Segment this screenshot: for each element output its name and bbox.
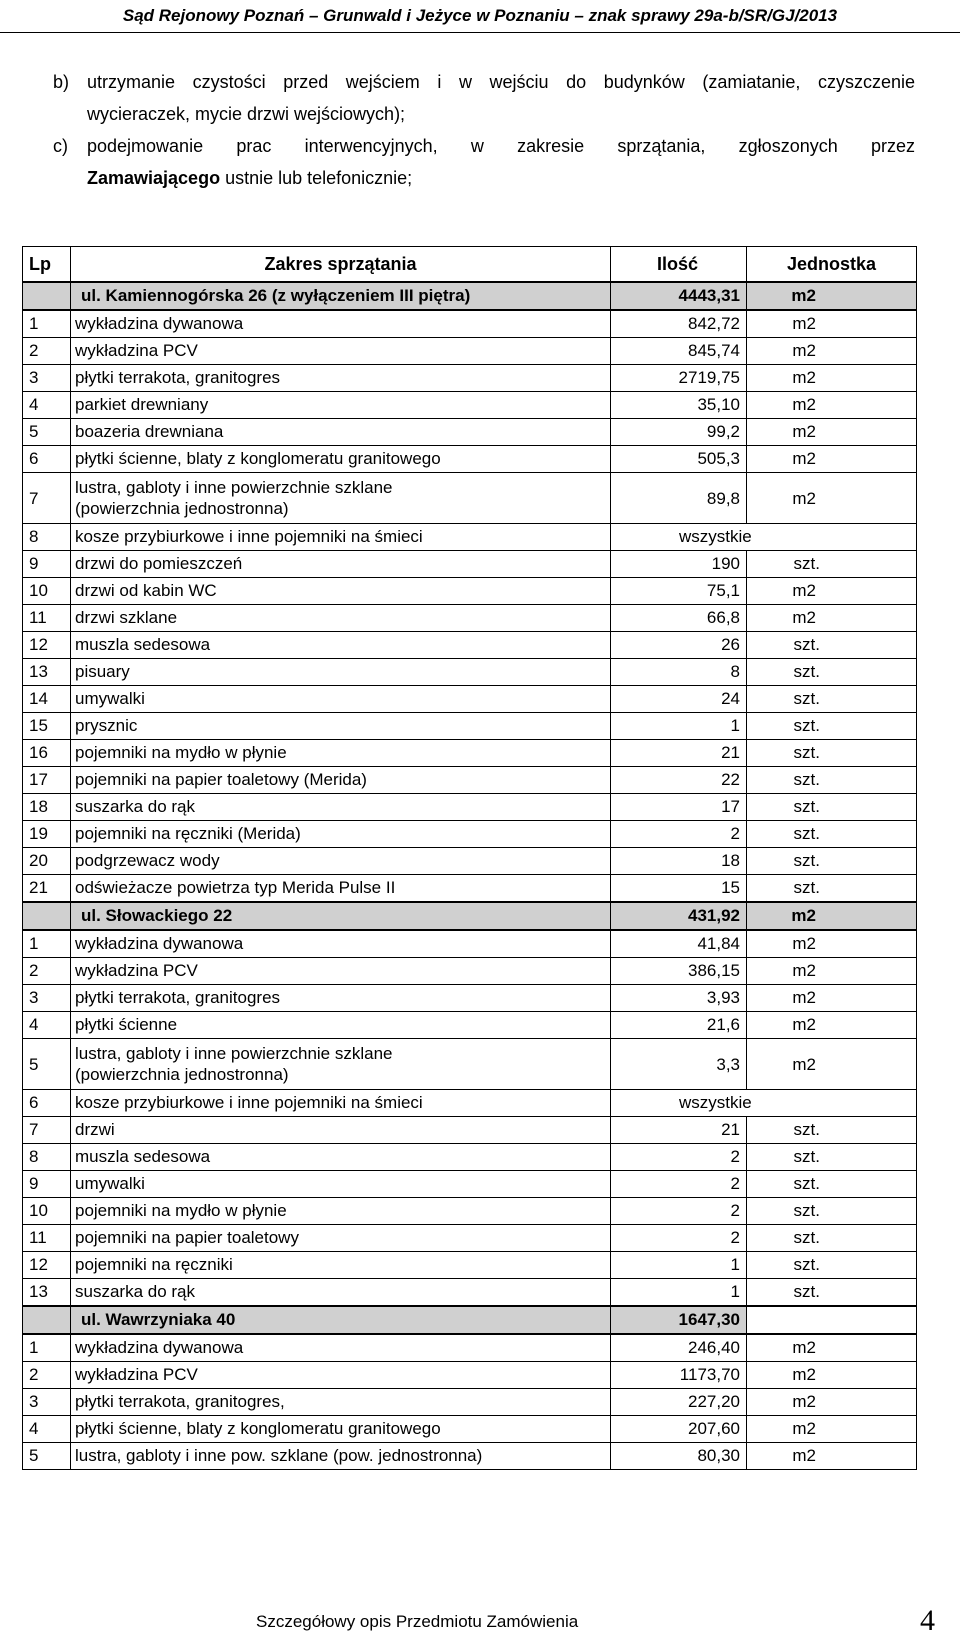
row-name: płytki terrakota, granitogres, bbox=[71, 1389, 611, 1416]
row-unit: m2 bbox=[747, 419, 917, 446]
row-lp: 4 bbox=[23, 1012, 71, 1039]
header-qty: Ilość bbox=[611, 247, 747, 283]
row-lp: 14 bbox=[23, 686, 71, 713]
row-unit: szt. bbox=[747, 551, 917, 578]
row-unit: m2 bbox=[747, 1039, 917, 1090]
row-unit: szt. bbox=[747, 821, 917, 848]
intro-line: Zamawiającego ustnie lub telefonicznie; bbox=[87, 168, 413, 188]
row-name: wykładzina PCV bbox=[71, 1362, 611, 1389]
section-unit: m2 bbox=[747, 902, 917, 930]
table-row bbox=[23, 821, 917, 848]
row-name-line: lustra, gabloty i inne powierzchnie szklane bbox=[75, 478, 393, 497]
row-qty: 2 bbox=[611, 821, 747, 848]
row-name: suszarka do rąk bbox=[71, 1279, 611, 1307]
intro-item bbox=[53, 66, 915, 130]
row-lp: 6 bbox=[23, 446, 71, 473]
row-lp: 17 bbox=[23, 767, 71, 794]
table-row bbox=[23, 1144, 917, 1171]
row-qty: 1 bbox=[611, 1252, 747, 1279]
row-name: wykładzina PCV bbox=[71, 338, 611, 365]
row-lp: 7 bbox=[23, 1117, 71, 1144]
row-qty: 386,15 bbox=[611, 958, 747, 985]
row-name: wykładzina dywanowa bbox=[71, 1334, 611, 1362]
intro-line: podejmowanie prac interwencyjnych, w zakresie sprzątania, zgłoszonych przez bbox=[87, 136, 915, 156]
section-unit bbox=[747, 1306, 917, 1334]
intro-item bbox=[53, 130, 915, 194]
row-qty: 35,10 bbox=[611, 392, 747, 419]
row-name-line: lustra, gabloty i inne powierzchnie szklane bbox=[75, 1044, 393, 1063]
row-unit: szt. bbox=[747, 1117, 917, 1144]
table-row bbox=[23, 1012, 917, 1039]
row-lp: 1 bbox=[23, 310, 71, 338]
row-unit: szt. bbox=[747, 632, 917, 659]
row-lp: 2 bbox=[23, 958, 71, 985]
row-name: pojemniki na mydło w płynie bbox=[71, 740, 611, 767]
table-row bbox=[23, 446, 917, 473]
table-row bbox=[23, 605, 917, 632]
row-lp: 13 bbox=[23, 1279, 71, 1307]
row-name-line: (powierzchnia jednostronna) bbox=[75, 1065, 289, 1084]
row-lp: 5 bbox=[23, 419, 71, 446]
table-row bbox=[23, 338, 917, 365]
row-unit: szt. bbox=[747, 1198, 917, 1225]
section-lp bbox=[23, 902, 71, 930]
row-name: płytki ścienne, blaty z konglomeratu granitowego bbox=[71, 1416, 611, 1443]
row-qty: 99,2 bbox=[611, 419, 747, 446]
row-qty: 41,84 bbox=[611, 930, 747, 958]
row-name: lustra, gabloty i inne pow. szklane (pow. jednostronna) bbox=[71, 1443, 611, 1470]
table-row bbox=[23, 1279, 917, 1307]
row-lp: 3 bbox=[23, 1389, 71, 1416]
row-name: suszarka do rąk bbox=[71, 794, 611, 821]
table-row bbox=[23, 985, 917, 1012]
section-row bbox=[23, 1306, 917, 1334]
row-qty: 22 bbox=[611, 767, 747, 794]
row-name: pojemniki na ręczniki (Merida) bbox=[71, 821, 611, 848]
row-qty: 2 bbox=[611, 1144, 747, 1171]
row-unit: m2 bbox=[747, 1443, 917, 1470]
row-qty: 505,3 bbox=[611, 446, 747, 473]
table-row bbox=[23, 365, 917, 392]
row-qty: 842,72 bbox=[611, 310, 747, 338]
row-qty: 2 bbox=[611, 1198, 747, 1225]
row-lp: 16 bbox=[23, 740, 71, 767]
row-unit: m2 bbox=[747, 446, 917, 473]
row-lp: 19 bbox=[23, 821, 71, 848]
row-qty: 3,3 bbox=[611, 1039, 747, 1090]
table-row bbox=[23, 1252, 917, 1279]
intro-emphasis: Zamawiającego bbox=[87, 168, 221, 188]
row-unit: szt. bbox=[747, 1225, 917, 1252]
row-name: odświeżacze powietrza typ Merida Pulse II bbox=[71, 875, 611, 903]
row-lp: 21 bbox=[23, 875, 71, 903]
row-lp: 4 bbox=[23, 1416, 71, 1443]
table-row bbox=[23, 392, 917, 419]
section-unit: m2 bbox=[747, 282, 917, 310]
row-name: umywalki bbox=[71, 1171, 611, 1198]
row-name: pisuary bbox=[71, 659, 611, 686]
table-row bbox=[23, 551, 917, 578]
row-name: drzwi bbox=[71, 1117, 611, 1144]
row-qty: 207,60 bbox=[611, 1416, 747, 1443]
row-unit: m2 bbox=[747, 338, 917, 365]
table-row bbox=[23, 875, 917, 903]
row-lp: 9 bbox=[23, 1171, 71, 1198]
row-qty: 2719,75 bbox=[611, 365, 747, 392]
table-body bbox=[23, 282, 917, 1470]
row-lp: 3 bbox=[23, 985, 71, 1012]
row-lp: 18 bbox=[23, 794, 71, 821]
row-name: płytki terrakota, granitogres bbox=[71, 365, 611, 392]
table-row bbox=[23, 848, 917, 875]
row-qty: 227,20 bbox=[611, 1389, 747, 1416]
table-row bbox=[23, 419, 917, 446]
row-lp: 2 bbox=[23, 338, 71, 365]
table-row bbox=[23, 1362, 917, 1389]
row-qty: 21 bbox=[611, 1117, 747, 1144]
row-lp: 8 bbox=[23, 524, 71, 551]
section-row bbox=[23, 282, 917, 310]
row-lp: 1 bbox=[23, 1334, 71, 1362]
row-qty: 21 bbox=[611, 740, 747, 767]
row-lp: 20 bbox=[23, 848, 71, 875]
row-unit: m2 bbox=[747, 473, 917, 524]
row-lp: 15 bbox=[23, 713, 71, 740]
table-row bbox=[23, 1117, 917, 1144]
row-lp: 6 bbox=[23, 1090, 71, 1117]
table-row bbox=[23, 794, 917, 821]
row-unit: szt. bbox=[747, 1252, 917, 1279]
row-name bbox=[71, 473, 611, 524]
row-qty: 15 bbox=[611, 875, 747, 903]
table-row bbox=[23, 524, 917, 551]
row-name: boazeria drewniana bbox=[71, 419, 611, 446]
row-qty: 17 bbox=[611, 794, 747, 821]
row-lp: 5 bbox=[23, 1039, 71, 1090]
row-name: parkiet drewniany bbox=[71, 392, 611, 419]
row-lp: 12 bbox=[23, 1252, 71, 1279]
row-qty: 845,74 bbox=[611, 338, 747, 365]
header-unit: Jednostka bbox=[747, 247, 917, 283]
row-unit: szt. bbox=[747, 1171, 917, 1198]
page-number: 4 bbox=[920, 1604, 935, 1637]
intro-body bbox=[87, 130, 915, 194]
row-name: kosze przybiurkowe i inne pojemniki na śmieci bbox=[71, 524, 611, 551]
row-name: pojemniki na papier toaletowy (Merida) bbox=[71, 767, 611, 794]
row-qty: 1 bbox=[611, 713, 747, 740]
row-lp: 10 bbox=[23, 1198, 71, 1225]
row-qty: 26 bbox=[611, 632, 747, 659]
row-qty: 2 bbox=[611, 1171, 747, 1198]
table-row bbox=[23, 1443, 917, 1470]
row-lp: 8 bbox=[23, 1144, 71, 1171]
row-qty: 21,6 bbox=[611, 1012, 747, 1039]
section-row bbox=[23, 902, 917, 930]
table-header-row bbox=[23, 247, 917, 283]
table-row bbox=[23, 740, 917, 767]
row-name: płytki terrakota, granitogres bbox=[71, 985, 611, 1012]
row-lp: 11 bbox=[23, 1225, 71, 1252]
row-unit: m2 bbox=[747, 1012, 917, 1039]
row-unit: m2 bbox=[747, 1416, 917, 1443]
page-header: Sąd Rejonowy Poznań – Grunwald i Jeżyce w Poznaniu – znak sprawy 29a-b/SR/GJ/2013 bbox=[0, 2, 960, 33]
row-qty: 80,30 bbox=[611, 1443, 747, 1470]
row-name: wykładzina dywanowa bbox=[71, 310, 611, 338]
row-qty: 2 bbox=[611, 1225, 747, 1252]
row-unit: szt. bbox=[747, 848, 917, 875]
footer-text: Szczegółowy opis Przedmiotu Zamówienia bbox=[256, 1612, 579, 1631]
row-name: drzwi szklane bbox=[71, 605, 611, 632]
row-unit: m2 bbox=[747, 578, 917, 605]
table-row bbox=[23, 930, 917, 958]
row-merged-value: wszystkie bbox=[611, 1090, 917, 1117]
table-row bbox=[23, 632, 917, 659]
section-qty: 4443,31 bbox=[611, 282, 747, 310]
row-unit: m2 bbox=[747, 958, 917, 985]
intro-letter: c) bbox=[53, 136, 68, 156]
row-lp: 7 bbox=[23, 473, 71, 524]
table-row bbox=[23, 1039, 917, 1090]
row-unit: szt. bbox=[747, 1144, 917, 1171]
row-name: płytki ścienne, blaty z konglomeratu granitowego bbox=[71, 446, 611, 473]
table-row bbox=[23, 473, 917, 524]
section-title: ul. Wawrzyniaka 40 bbox=[71, 1306, 611, 1334]
table-row bbox=[23, 659, 917, 686]
row-name: pojemniki na ręczniki bbox=[71, 1252, 611, 1279]
row-qty: 66,8 bbox=[611, 605, 747, 632]
row-qty: 246,40 bbox=[611, 1334, 747, 1362]
row-unit: m2 bbox=[747, 1334, 917, 1362]
row-lp: 13 bbox=[23, 659, 71, 686]
row-unit: m2 bbox=[747, 985, 917, 1012]
section-lp bbox=[23, 1306, 71, 1334]
row-lp: 9 bbox=[23, 551, 71, 578]
table-row bbox=[23, 1334, 917, 1362]
cleaning-scope-table bbox=[22, 246, 917, 1470]
row-qty: 3,93 bbox=[611, 985, 747, 1012]
table-row bbox=[23, 1171, 917, 1198]
row-unit: szt. bbox=[747, 794, 917, 821]
row-qty: 190 bbox=[611, 551, 747, 578]
row-name: podgrzewacz wody bbox=[71, 848, 611, 875]
table-row bbox=[23, 1416, 917, 1443]
row-name: pojemniki na mydło w płynie bbox=[71, 1198, 611, 1225]
row-unit: m2 bbox=[747, 365, 917, 392]
row-qty: 18 bbox=[611, 848, 747, 875]
intro-letter: b) bbox=[53, 72, 70, 92]
row-lp: 2 bbox=[23, 1362, 71, 1389]
section-title: ul. Kamiennogórska 26 (z wyłączeniem III piętra) bbox=[71, 282, 611, 310]
table-row bbox=[23, 1198, 917, 1225]
row-lp: 1 bbox=[23, 930, 71, 958]
table-row bbox=[23, 310, 917, 338]
row-unit: szt. bbox=[747, 1279, 917, 1307]
row-lp: 10 bbox=[23, 578, 71, 605]
row-unit: m2 bbox=[747, 392, 917, 419]
row-unit: m2 bbox=[747, 310, 917, 338]
row-lp: 12 bbox=[23, 632, 71, 659]
row-unit: m2 bbox=[747, 1362, 917, 1389]
table-row bbox=[23, 1225, 917, 1252]
intro-body bbox=[87, 66, 915, 130]
section-lp bbox=[23, 282, 71, 310]
table-row bbox=[23, 578, 917, 605]
row-name: prysznic bbox=[71, 713, 611, 740]
row-lp: 11 bbox=[23, 605, 71, 632]
row-qty: 89,8 bbox=[611, 473, 747, 524]
table-row bbox=[23, 767, 917, 794]
section-qty: 431,92 bbox=[611, 902, 747, 930]
row-unit: szt. bbox=[747, 686, 917, 713]
row-unit: szt. bbox=[747, 767, 917, 794]
row-name: muszla sedesowa bbox=[71, 1144, 611, 1171]
row-unit: szt. bbox=[747, 740, 917, 767]
table-row bbox=[23, 686, 917, 713]
row-name bbox=[71, 1039, 611, 1090]
row-qty: 75,1 bbox=[611, 578, 747, 605]
row-merged-value: wszystkie bbox=[611, 524, 917, 551]
row-name-line: (powierzchnia jednostronna) bbox=[75, 499, 289, 518]
header-lp: Lp bbox=[23, 247, 71, 283]
row-name: kosze przybiurkowe i inne pojemniki na śmieci bbox=[71, 1090, 611, 1117]
row-qty: 1173,70 bbox=[611, 1362, 747, 1389]
row-name: płytki ścienne bbox=[71, 1012, 611, 1039]
row-unit: szt. bbox=[747, 875, 917, 903]
row-qty: 1 bbox=[611, 1279, 747, 1307]
row-unit: m2 bbox=[747, 605, 917, 632]
section-title: ul. Słowackiego 22 bbox=[71, 902, 611, 930]
section-qty: 1647,30 bbox=[611, 1306, 747, 1334]
row-unit: szt. bbox=[747, 659, 917, 686]
table-row bbox=[23, 1090, 917, 1117]
row-qty: 8 bbox=[611, 659, 747, 686]
intro-line: wycieraczek, mycie drzwi wejściowych); bbox=[87, 104, 406, 124]
row-lp: 3 bbox=[23, 365, 71, 392]
table-row bbox=[23, 713, 917, 740]
row-name: drzwi od kabin WC bbox=[71, 578, 611, 605]
row-lp: 5 bbox=[23, 1443, 71, 1470]
row-name: umywalki bbox=[71, 686, 611, 713]
row-unit: m2 bbox=[747, 930, 917, 958]
row-unit: szt. bbox=[747, 713, 917, 740]
row-name: pojemniki na papier toaletowy bbox=[71, 1225, 611, 1252]
header-scope: Zakres sprzątania bbox=[71, 247, 611, 283]
row-name: drzwi do pomieszczeń bbox=[71, 551, 611, 578]
row-name: wykładzina PCV bbox=[71, 958, 611, 985]
row-name: muszla sedesowa bbox=[71, 632, 611, 659]
row-unit: m2 bbox=[747, 1389, 917, 1416]
intro-list bbox=[53, 66, 915, 194]
row-name: wykładzina dywanowa bbox=[71, 930, 611, 958]
table-row bbox=[23, 1389, 917, 1416]
table-row bbox=[23, 958, 917, 985]
row-lp: 4 bbox=[23, 392, 71, 419]
intro-line: utrzymanie czystości przed wejściem i w wejściu do budynków (zamiatanie, czyszczenie bbox=[87, 72, 915, 92]
row-qty: 24 bbox=[611, 686, 747, 713]
